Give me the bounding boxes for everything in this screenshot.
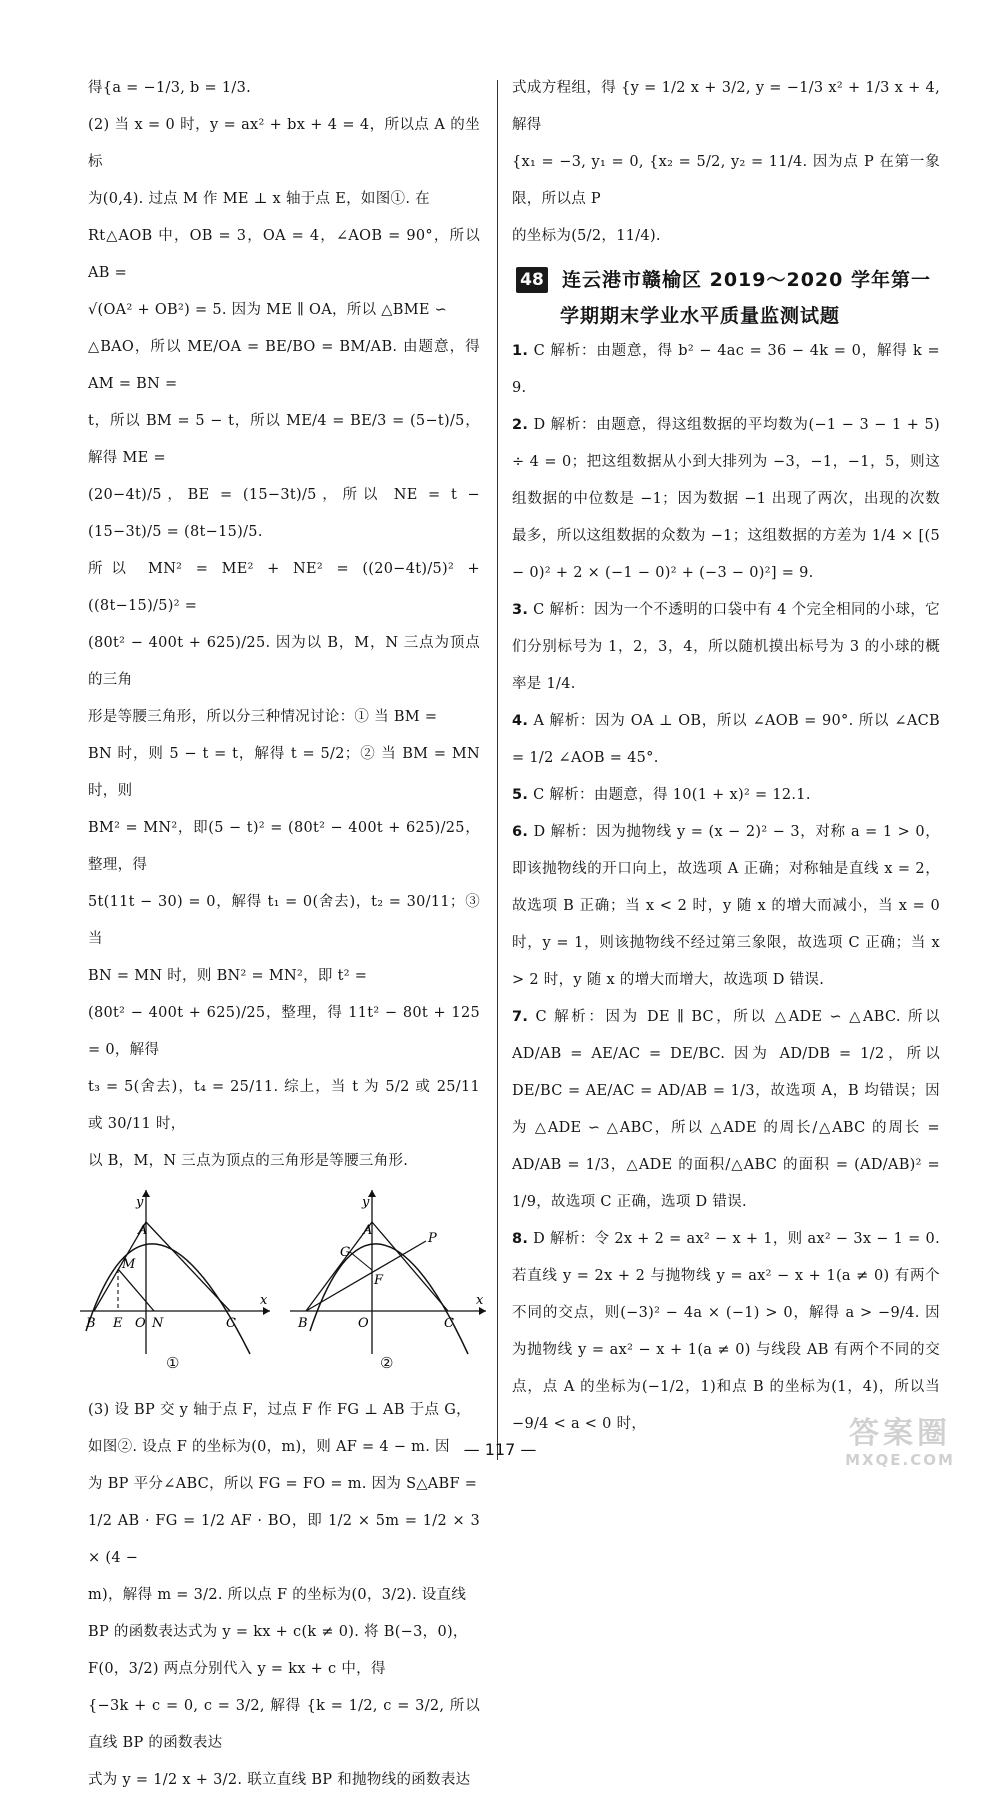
right-line: 式成方程组，得 {y = 1/2 x + 3/2, y = −1/3 x² + 1/3 x + 4, 解得 (512, 80, 940, 133)
left-line: 1/2 AB · FG = 1/2 AF · BO，即 1/2 × 5m = 1/2 × 3 × (4 − (88, 1513, 480, 1566)
watermark-logo (820, 1417, 980, 1473)
left-line: BM² = MN²，即(5 − t)² = (80t² − 400t + 625)/25，整理，得 (88, 820, 480, 873)
answer-item (512, 333, 940, 407)
answer-item (512, 703, 940, 777)
section-title-line-2: 学期期末学业水平质量监测试题 (560, 305, 841, 327)
fig2-y-label: y (362, 1195, 370, 1210)
answer-item (512, 777, 940, 814)
answer-text: D 解析：由题意，得这组数据的平均数为(−1 − 3 − 1 + 5) ÷ 4 = 0；把这组数据从小到大排列为 −3，−1，−1，5，则这组数据的中位数是 −1；因为数据 −1 出现了两次，出现的次数最多，所以这组数据的众数为 −1；这组数据的方差为 1/4 × [(5 − 0)² + 2 × (−1 − 0)² + (−3 − 0)²] = 9. (512, 417, 940, 581)
fig2-point-f: F (374, 1273, 384, 1288)
answer-text: C 解析：因为一个不透明的口袋中有 4 个完全相同的小球，它们分别标号为 1，2，3，4，所以随机摸出标号为 3 的小球的概率是 1/4. (512, 602, 940, 692)
section-heading (512, 265, 940, 295)
right-line: 的坐标为(5/2，11/4). (512, 228, 661, 244)
section-title-line-1: 连云港市赣榆区 2019～2020 学年第一 (562, 269, 931, 291)
answer-item (512, 814, 940, 999)
left-line: t₃ = 5(舍去)，t₄ = 25/11. 综上，当 t 为 5/2 或 25/11 或 30/11 时， (88, 1079, 480, 1132)
figure-1-diagram (80, 1186, 276, 1356)
figure-1-caption: ① (166, 1354, 180, 1372)
answer-number: 6. (512, 824, 529, 840)
answer-number: 7. (512, 1009, 529, 1025)
left-line: √(OA² + OB²) = 5. 因为 ME ∥ OA，所以 △BME ∽ (88, 302, 448, 318)
fig1-y-label: y (136, 1195, 144, 1210)
left-line: F(0，3/2) 两点分别代入 y = kx + c 中，得 (88, 1661, 386, 1677)
left-line: 5t(11t − 30) = 0，解得 t₁ = 0(舍去)，t₂ = 30/11；③ 当 (88, 894, 480, 947)
left-line: Rt△AOB 中，OB = 3，OA = 4，∠AOB = 90°，所以 AB = (88, 228, 480, 281)
answer-number: 5. (512, 787, 529, 803)
fig2-point-g: G (340, 1245, 351, 1260)
answer-item (512, 407, 940, 592)
section-number-badge: 48 (516, 267, 548, 293)
fig1-point-m: M (122, 1257, 136, 1272)
fig2-x-label: x (476, 1293, 484, 1308)
left-line: 式为 y = 1/2 x + 3/2. 联立直线 BP 和抛物线的函数表达 (88, 1772, 471, 1788)
fig2-point-p: P (428, 1231, 437, 1246)
left-column (86, 70, 484, 1799)
fig2-point-b: B (298, 1316, 308, 1331)
figures-row (86, 1186, 484, 1386)
left-line: m)，解得 m = 3/2. 所以点 F 的坐标为(0，3/2). 设直线 (88, 1587, 467, 1603)
answer-text: D 解析：令 2x + 2 = ax² − x + 1，则 ax² − 3x − 1 = 0. 若直线 y = 2x + 2 与抛物线 y = ax² − x + 1(a ≠ 0) 有两个不同的交点，则(−3)² − 4a × (−1) > 0，解得 a > −9/4. 因为抛物线 y = ax² − x + 1(a ≠ 0) 与线段 AB 有两个不同的交点，点 A 的坐标为(−1/2，1)和点 B 的坐标为(1，4)，所以当 −9/4 < a < 0 时， (512, 1231, 940, 1432)
right-column (512, 70, 940, 1443)
left-line: 以 B，M，N 三点为顶点的三角形是等腰三角形. (88, 1153, 409, 1169)
fig1-point-a: A (138, 1223, 148, 1238)
answer-text: A 解析：因为 OA ⊥ OB，所以 ∠AOB = 90°. 所以 ∠ACB = 1/2 ∠AOB = 45°. (512, 713, 940, 766)
answer-number: 1. (512, 343, 529, 359)
answer-text: C 解析：由题意，得 b² − 4ac = 36 − 4k = 0，解得 k = 9. (512, 343, 940, 396)
left-line: 得{a = −1/3, b = 1/3. (88, 80, 252, 96)
left-line: △BAO，所以 ME/OA = BE/BO = BM/AB. 由题意，得 AM = BN = (88, 339, 480, 392)
answer-text: C 解析：因为 DE ∥ BC，所以 △ADE ∽ △ABC. 所以 AD/AB = AE/AC = DE/BC. 因为 AD/DB = 1/2，所以 DE/BC = AE/AC = AD/AB = 1/3，故选项 A，B 均错误；因为 △ADE ∽ △ABC，所以 △ADE 的周长/△ABC 的周长 = AD/AB = 1/3，△ADE 的面积/△ABC 的面积 = (AD/AB)² = 1/9，故选项 C 正确，选项 D 错误. (512, 1009, 940, 1210)
left-line: (2) 当 x = 0 时，y = ax² + bx + 4 = 4，所以点 A 的坐标 (88, 117, 480, 170)
fig1-point-b: B (86, 1316, 96, 1331)
fig1-x-label: x (260, 1293, 268, 1308)
left-line: 形是等腰三角形，所以分三种情况讨论：① 当 BM = (88, 709, 438, 725)
answer-item (512, 592, 940, 703)
right-line: {x₁ = −3, y₁ = 0, {x₂ = 5/2, y₂ = 11/4. 因为点 P 在第一象限，所以点 P (512, 154, 940, 207)
answer-number: 8. (512, 1231, 529, 1247)
left-line: t，所以 BM = 5 − t，所以 ME/4 = BE/3 = (5−t)/5，解得 ME = (88, 413, 480, 466)
left-line: 为(0,4). 过点 M 作 ME ⊥ x 轴于点 E，如图①. 在 (88, 191, 430, 207)
fig1-point-n: N (152, 1316, 164, 1331)
left-line: BN = MN 时，则 BN² = MN²，即 t² = (88, 968, 368, 984)
left-line: (3) 设 BP 交 y 轴于点 F，过点 F 作 FG ⊥ AB 于点 G， (88, 1402, 471, 1418)
fig1-point-c: C (226, 1316, 236, 1331)
answer-item (512, 1221, 940, 1443)
fig2-point-a: A (363, 1223, 373, 1238)
answer-number: 2. (512, 417, 529, 433)
figure-2-diagram (288, 1186, 488, 1356)
answer-number: 4. (512, 713, 529, 729)
fig1-point-e: E (113, 1316, 123, 1331)
left-line: {−3k + c = 0, c = 3/2, 解得 {k = 1/2, c = 3/2, 所以直线 BP 的函数表达 (88, 1698, 480, 1751)
answer-number: 3. (512, 602, 529, 618)
left-line: 所以 MN² = ME² + NE² = ((20−4t)/5)² + ((8t−15)/5)² = (88, 561, 480, 614)
left-line: BP 的函数表达式为 y = kx + c(k ≠ 0). 将 B(−3，0)， (88, 1624, 468, 1640)
watermark-line-2: MXQE.COM (845, 1451, 955, 1469)
answer-item (512, 999, 940, 1221)
left-line: (20−4t)/5，BE = (15−3t)/5，所以 NE = t − (15−3t)/5 = (8t−15)/5. (88, 487, 480, 540)
fig1-point-o: O (135, 1316, 146, 1331)
left-line: 为 BP 平分∠ABC，所以 FG = FO = m. 因为 S△ABF = (88, 1476, 478, 1492)
left-line: BN 时，则 5 − t = t，解得 t = 5/2；② 当 BM = MN 时，则 (88, 746, 480, 799)
left-line: 如图②. 设点 F 的坐标为(0，m)，则 AF = 4 − m. 因 (88, 1439, 450, 1455)
column-divider (497, 80, 498, 1460)
left-line: (80t² − 400t + 625)/25，整理，得 11t² − 80t + 125 = 0，解得 (88, 1005, 480, 1058)
figure-2-caption: ② (380, 1354, 394, 1372)
answer-text: C 解析：由题意，得 10(1 + x)² = 12.1. (533, 787, 811, 803)
watermark-line-1: 答案圈 (849, 1416, 951, 1451)
page-number: — 117 — (463, 1440, 537, 1459)
fig2-point-c: C (444, 1316, 454, 1331)
left-line: (80t² − 400t + 625)/25. 因为以 B，M，N 三点为顶点的三角 (88, 635, 480, 688)
answer-text: D 解析：因为抛物线 y = (x − 2)² − 3，对称 a = 1 > 0，即该抛物线的开口向上，故选项 A 正确；对称轴是直线 x = 2，故选项 B 正确；当 x < 2 时，y 随 x 的增大而减小，当 x = 0 时，y = 1，则该抛物线不经过第三象限，故选项 C 正确；当 x > 2 时，y 随 x 的增大而增大，故选项 D 错误. (512, 824, 940, 988)
fig2-point-o: O (358, 1316, 369, 1331)
